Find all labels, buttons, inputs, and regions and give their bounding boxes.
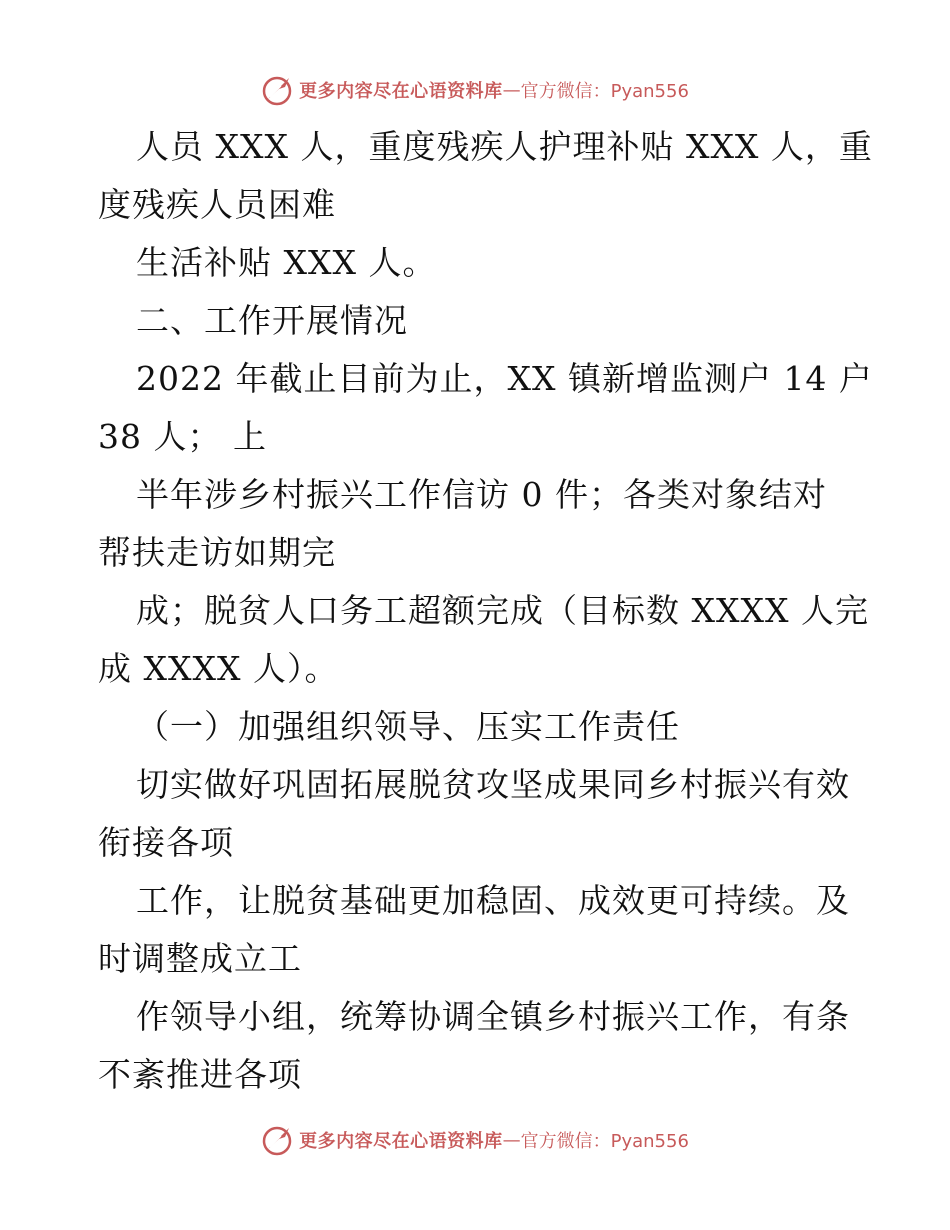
- text-line: 衔接各项: [98, 823, 234, 862]
- document-body: [98, 118, 873, 1104]
- text-line: 38 人； 上: [98, 417, 267, 456]
- text-line: 时调整成立工: [98, 939, 302, 978]
- watermark-wechat-text: 官方微信：Pyan556: [520, 1131, 689, 1152]
- text-line: 二、工作开展情况: [136, 301, 408, 340]
- text-line: 成 XXXX 人）。: [98, 649, 339, 688]
- text-line: 2022 年截止目前为止，XX 镇新增监测户 14 户: [136, 359, 873, 398]
- header-watermark: [0, 70, 950, 110]
- text-line: 帮扶走访如期完: [98, 533, 336, 572]
- text-line: 成；脱贫人口务工超额完成（目标数 XXXX 人完: [136, 591, 869, 630]
- feather-logo-icon: [261, 73, 295, 107]
- text-line: 生活补贴 XXX 人。: [136, 243, 437, 282]
- feather-logo-icon: [261, 1123, 295, 1157]
- text-line: 度残疾人员困难: [98, 185, 336, 224]
- text-line: 作领导小组，统筹协调全镇乡村振兴工作，有条: [136, 997, 850, 1036]
- text-line: 不紊推进各项: [98, 1055, 302, 1094]
- text-line: 人员 XXX 人，重度残疾人护理补贴 XXX 人，重: [136, 127, 873, 166]
- watermark-wechat-text: 官方微信：Pyan556: [520, 81, 689, 102]
- watermark-separator: —: [502, 79, 521, 101]
- watermark-separator: —: [502, 1129, 521, 1151]
- footer-watermark: [0, 1120, 950, 1160]
- text-line: 半年涉乡村振兴工作信访 0 件；各类对象结对: [136, 475, 827, 514]
- text-line: 工作，让脱贫基础更加稳固、成效更可持续。及: [136, 881, 850, 920]
- watermark-main-text: 更多内容尽在心语资料库: [299, 1131, 503, 1152]
- text-line: 切实做好巩固拓展脱贫攻坚成果同乡村振兴有效: [136, 765, 850, 804]
- text-line: （一）加强组织领导、压实工作责任: [136, 707, 680, 746]
- watermark-main-text: 更多内容尽在心语资料库: [299, 81, 503, 102]
